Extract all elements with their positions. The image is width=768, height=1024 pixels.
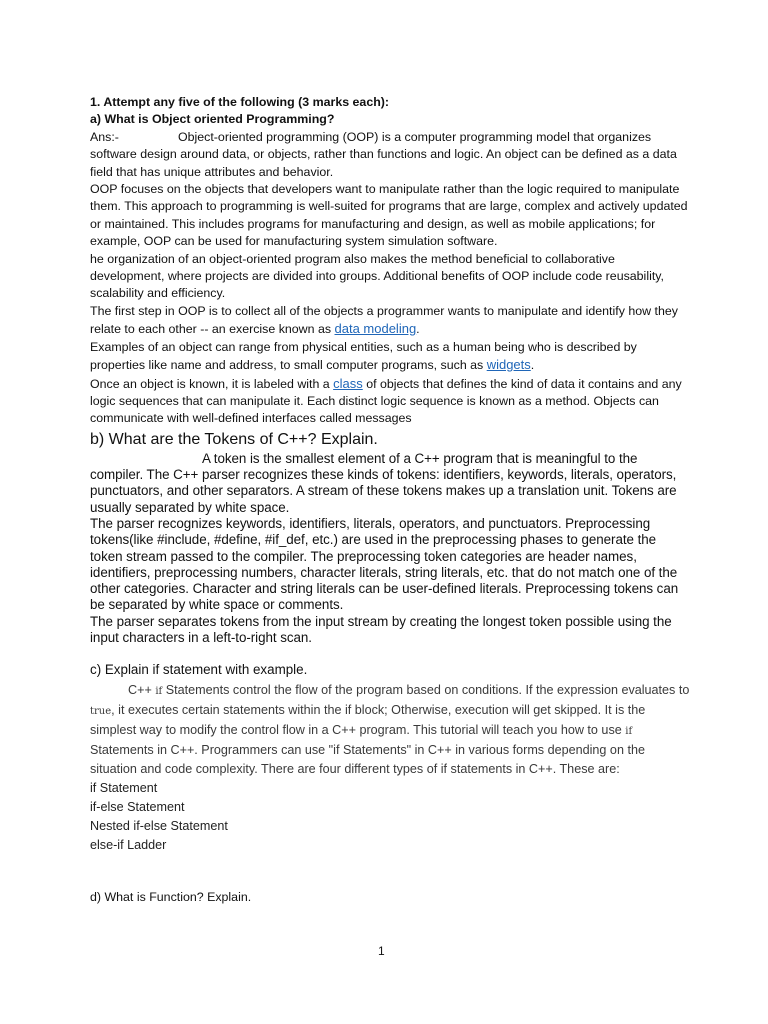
document-page [90,94,690,906]
paragraph-text: . [530,358,535,373]
paragraph-text: Once an object is known, it is labeled with a [90,376,334,391]
question-a-paragraph-3: he organization of an object-oriented program also makes the method beneficial to collaborative development, where projects are divided into groups. Additional benefits of OOP include code reusability, scalability and efficiency. [90,251,664,301]
question-a-paragraph-5 [90,339,690,375]
if-type-item: else-if Ladder [90,838,167,853]
question-c-heading: c) Explain if statement with example. [90,662,308,678]
if-type-item: if Statement [90,781,158,796]
question-a-heading: a) What is Object oriented Programming? [90,112,335,127]
question-b-paragraph-2: The parser recognizes keywords, identifiers, literals, operators, and punctuators. Preprocessing tokens(like #include, #define, #if_def, etc.) are used in the preprocessing phases to generate the token stream passed to the compiler. The preprocessing token categories are header names, identifiers, preprocessing numbers, character literals, string literals, etc. that do not match one of the other categories. Character and string literals can be user-defined literals. Preprocessing tokens can be separated by white space or comments. [90,515,679,613]
widgets-link[interactable]: widgets [486,357,531,373]
paragraph-text: A token is the smallest element of a C++ program that is meaningful to the compiler. The C++ parser recognizes these kinds of tokens: identifiers, keywords, literals, operators, punctuators, and other separators. A stream of these tokens makes up a translation unit. Tokens are usually separated by white space. [90,450,677,515]
paragraph-text: Statements control the flow of the program based on conditions. If the expression evaluates to [162,683,690,698]
question-a-paragraph-4 [90,303,690,339]
question-a-paragraph-1 [90,129,690,181]
question-1-heading: 1. Attempt any five of the following (3 marks each): [90,95,390,109]
question-b-paragraph-3: The parser separates tokens from the input stream by creating the longest token possible using the input characters in a left-to-right scan. [90,613,672,645]
answer-prefix: Ans:- [90,129,119,144]
code-keyword: true [90,706,112,718]
paragraph-text: , it executes certain statements within the if block; Otherwise, execution will get skipped. It is the simplest way to modify the control flow in a C++ program. This tutorial will teach you how to use [90,703,646,738]
question-c-paragraph [90,681,690,779]
if-type-item: if-else Statement [90,800,185,815]
paragraph-text: Object-oriented programming (OOP) is a computer programming model that organizes software design around data, or objects, rather than functions and logic. An object can be defined as a data field that has unique attributes and behavior. [90,129,677,179]
data-modeling-link[interactable]: data modeling [334,321,417,337]
question-a-paragraph-2: OOP focuses on the objects that developers want to manipulate rather than the logic required to manipulate them. This approach to programming is well-suited for programs that are large, complex and actively updated or maintained. This includes programs for manufacturing and design, as well as mobile applications; for example, OOP can be used for manufacturing system simulation software. [90,182,688,249]
paragraph-text: C++ [128,683,156,698]
paragraph-text: . [416,322,420,337]
question-d-heading: d) What is Function? Explain. [90,890,252,905]
paragraph-text: of objects that defines the kind of data it contains and any logic sequences that can manipulate it. Each distinct logic sequence is known as a method. Objects can communicate with well-defined interfaces called messages [90,376,682,426]
paragraph-text: The first step in OOP is to collect all of the objects a programmer wants to manipulate and identify how they relate to each other -- an exercise known as [90,303,678,337]
question-a-paragraph-6 [90,375,690,428]
class-link[interactable]: class [333,375,363,391]
paragraph-text: Examples of an object can range from physical entities, such as a human being who is described by properties like name and address, to small computer programs, such as [90,339,637,373]
if-type-item: Nested if-else Statement [90,819,228,834]
page-number: 1 [378,944,385,958]
code-keyword: if [155,686,163,698]
paragraph-text: Statements in C++. Programmers can use "if Statements" in C++ in various forms depending on the situation and code complexity. There are four different types of if statements in C++. These are: [90,743,645,777]
code-keyword: if [625,726,633,738]
question-b-paragraph-1 [90,451,690,516]
question-b-heading: b) What are the Tokens of C++? Explain. [90,430,378,448]
